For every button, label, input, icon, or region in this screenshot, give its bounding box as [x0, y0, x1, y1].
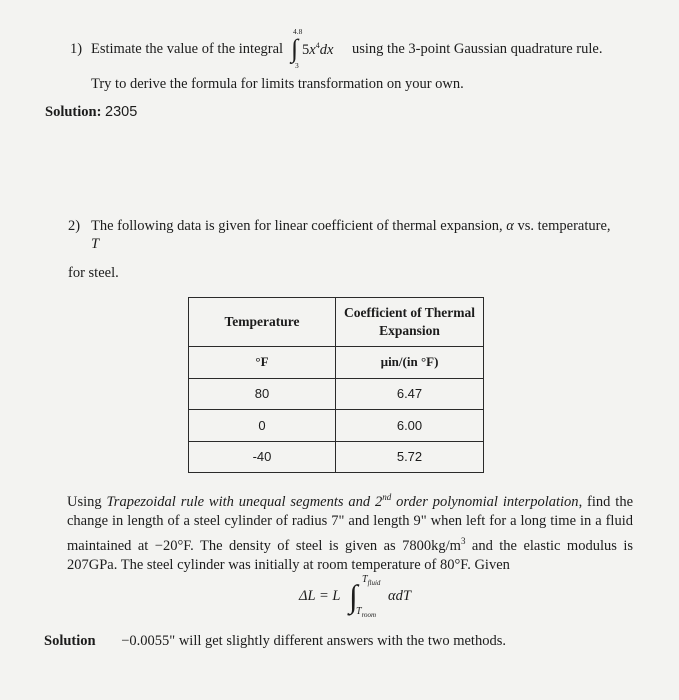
q2-formula-upper-T: T — [362, 574, 368, 585]
q2-T: T — [91, 236, 100, 252]
table-header-temperature: Temperature — [189, 298, 336, 347]
q1-integrand — [302, 41, 333, 59]
q2-formula-lower — [356, 606, 376, 619]
q1-solution — [45, 104, 137, 121]
q2-vs: vs. temperature, — [517, 218, 611, 234]
q2-formula-lhs: ΔL = L — [299, 588, 341, 604]
q2-formula — [296, 572, 436, 620]
q2-line1-text: The following data is given for linear coefficient of thermal expansion, — [91, 218, 503, 234]
table-cell: 80 — [189, 378, 336, 410]
q1-solution-value: 2305 — [105, 104, 138, 120]
table-cell: 6.00 — [336, 410, 484, 442]
q1-integral-upper: 4.8 — [293, 27, 303, 36]
table-header-row — [189, 298, 484, 347]
q1-integrand-var: x — [309, 41, 316, 58]
table-header-coefficient: Coefficient of Thermal Expansion — [336, 298, 484, 347]
q2-para-p5: and the elastic modulus is 207GPa. The steel cylinder was initially at room temperature of 80°F. Given — [67, 537, 633, 574]
q2-formula-upper-sub: fluid — [367, 579, 381, 587]
q2-formula-lower-T: T — [356, 606, 362, 617]
q2-para-p4-sup: 3 — [460, 535, 466, 546]
q1-number: 1) — [70, 41, 83, 57]
table-row — [189, 378, 484, 410]
table-row — [189, 441, 484, 473]
table-cell: 5.72 — [336, 441, 484, 473]
q2-formula-lower-sub: room — [361, 611, 377, 619]
q2-para-p2: Trapezoidal rule with unequal segments and 2 — [106, 493, 383, 510]
q1-integrand-dx: dx — [319, 41, 334, 58]
table-cell: 0 — [189, 410, 336, 442]
q2-solution-text: −0.0055" will get slightly different answers with the two methods. — [121, 633, 506, 649]
q1-line2: Try to derive the formula for limits transformation on your own. — [91, 76, 464, 92]
q1-solution-label: Solution: — [45, 104, 102, 120]
q1-text-before: Estimate the value of the integral — [91, 41, 284, 57]
q1-integral-lower: 3 — [295, 61, 299, 70]
table-cell: -40 — [189, 441, 336, 473]
q2-alpha: α — [506, 218, 514, 234]
q1-integrand-coef: 5 — [302, 41, 310, 58]
q2-line1 — [91, 218, 611, 235]
table-unit-temperature: °F — [189, 347, 336, 379]
q2-formula-integral-sign: ∫ — [349, 578, 358, 614]
table-row — [189, 410, 484, 442]
q2-for-steel: for steel. — [68, 265, 119, 281]
table-unit-coefficient: µin/(in °F) — [336, 347, 484, 379]
q2-number: 2) — [68, 218, 81, 234]
table-units-row — [189, 347, 484, 379]
q1-integrand-exp: 4 — [315, 41, 320, 50]
q2-para-p2-sup: nd — [382, 492, 392, 502]
q2-paragraph — [67, 488, 633, 576]
q2-solution-label: Solution — [44, 633, 96, 649]
q2-formula-integrand: αdT — [388, 588, 411, 604]
table-cell: 6.47 — [336, 378, 484, 410]
q1-text-after: using the 3-point Gaussian quadrature rule. — [352, 41, 603, 57]
thermal-expansion-table — [188, 297, 484, 473]
q1-integral-sign: ∫ — [291, 34, 299, 63]
q2-para-p1: Using — [67, 493, 107, 510]
q2-para-p4: , find the change in length of a steel cylinder of radius 7" and length 9" when left for a long time in a fluid maintained at −20°F. The density of steel is given as 7800kg/m — [67, 493, 634, 554]
q2-formula-upper — [362, 574, 380, 587]
q2-para-p3: order polynomial interpolation — [391, 493, 579, 510]
q2-solution — [44, 633, 506, 650]
